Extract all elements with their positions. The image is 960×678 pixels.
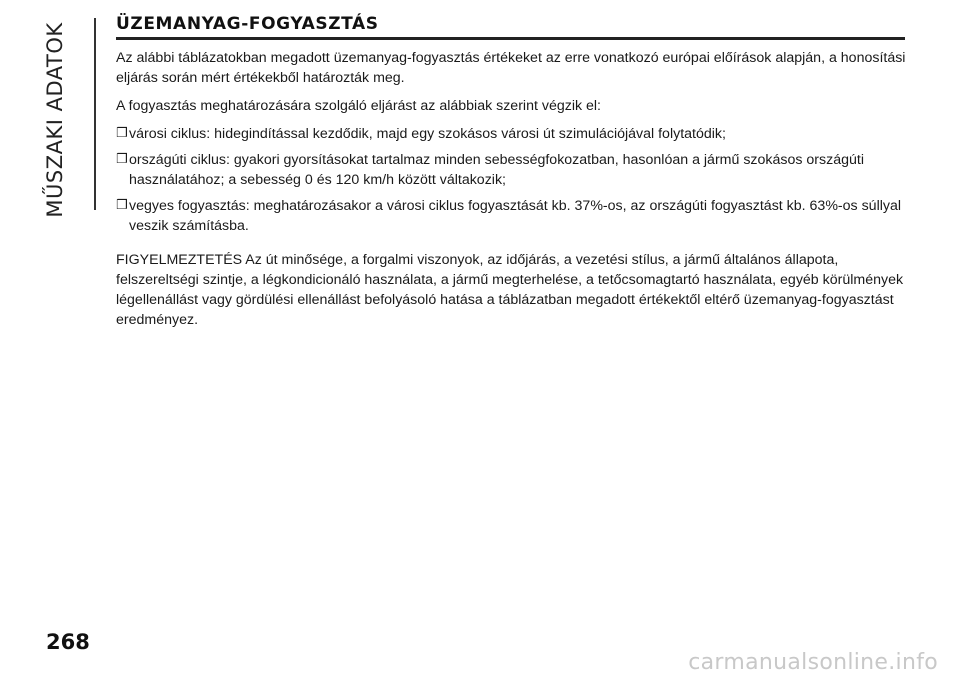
body-text	[116, 48, 911, 338]
page-number: 268	[46, 630, 90, 654]
warning-paragraph: FIGYELMEZTETÉS Az út minősége, a forgalmi viszonyok, az időjárás, a vezetési stílus, a jármű általános állapota, felszereltségi szintje, a légkondicionáló használata, a jármű megterhelése, a tetőcsomagtartó használata, egyéb körülmények légellenállást vagy gördülési ellenállást befolyásoló hatása a táblázatban megadott értékektől eltérő üzemanyag-fogyasztást eredményez.	[116, 252, 904, 328]
checkbox-bullet-icon: ❒	[116, 126, 128, 141]
section-title: ÜZEMANYAG-FOGYASZTÁS	[116, 14, 379, 34]
intro-paragraph: Az alábbi táblázatokban megadott üzemanyag-fogyasztás értékeket az erre vonatkozó európai előírások alapján, a honosítási eljárás során mért értékekből határozták meg.	[116, 50, 906, 86]
checkbox-bullet-icon: ❒	[116, 198, 128, 213]
bullet-item-combined	[116, 196, 911, 236]
method-paragraph: A fogyasztás meghatározására szolgáló eljárást az alábbiak szerint végzik el:	[116, 98, 601, 114]
bullet-text: országúti ciklus: gyakori gyorsításokat tartalmaz minden sebességfokozatban, hasonlóan a jármű szokásos országúti használatához; a sebesség 0 és 120 km/h között váltakozik;	[129, 152, 864, 188]
bullet-item-highway-cycle	[116, 150, 911, 190]
bullet-item-city-cycle	[116, 124, 911, 144]
bullet-text: vegyes fogyasztás: meghatározásakor a városi ciklus fogyasztását kb. 37%-os, az országúti fogyasztást kb. 63%-os súllyal veszik számításba.	[129, 198, 902, 234]
checkbox-bullet-icon: ❒	[116, 152, 128, 167]
chapter-side-rule	[94, 18, 96, 210]
watermark-text: carmanualsonline.info	[688, 650, 938, 675]
chapter-side-label: MŰSZAKI ADATOK	[43, 22, 67, 218]
title-underline	[116, 37, 905, 40]
bullet-text: városi ciklus: hidegindítással kezdődik, majd egy szokásos városi út szimulációjával folytatódik;	[129, 126, 726, 142]
